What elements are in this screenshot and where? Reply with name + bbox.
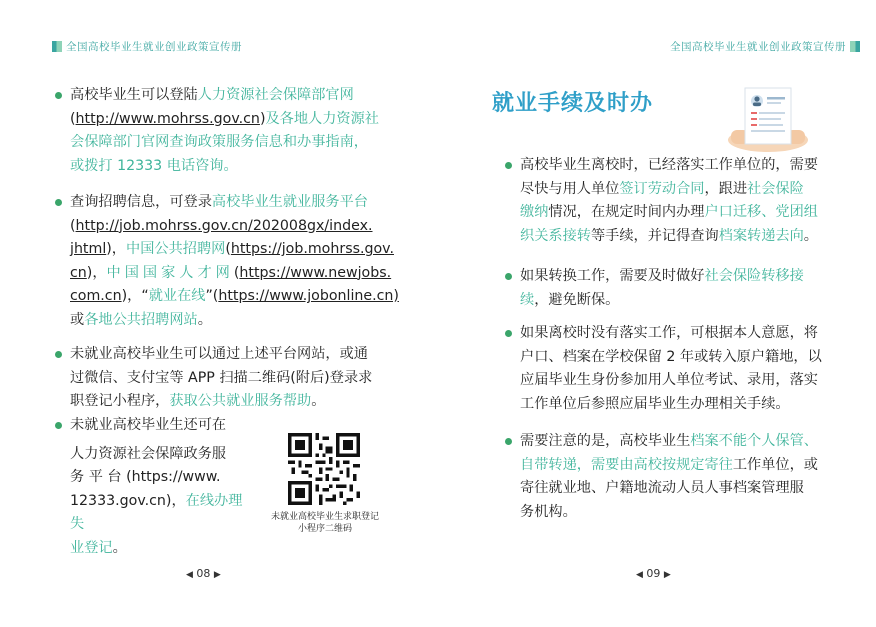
newjobs-link-cont[interactable]: com.cn [70,288,122,304]
green-dot-icon [505,162,512,169]
public-recruit-link-cont[interactable]: cn [70,264,87,281]
bullet-procedures: 高校毕业生离校时，已经落实工作单位的，需要 尽快与用人单位签订劳动合同，跟进社会保险 缴纳情况，在规定时间内办理户口迁移、党团组 织关系接转等手续，并记得查询档案转递去向。 [520,154,845,248]
bullet-recruit: 查询招聘信息，可登录高校毕业生就业服务平台 (http://job.mohrss.gov.cn/202008gx/index. jhtml)，中国公共招聘网(https://job.mohrss.gov. cn)，中国国家人才网(https://www.newjobs. com.cn)，“就业在线”(https://www.jobonline.cn) 或各地公共招聘网站。 [70,191,400,332]
bullet-archive-note: 需要注意的是，高校毕业生档案不能个人保管、 自带转递，需要由高校按规定寄往工作单位，或 寄往就业地、户籍地流动人员人事档案管理服 务机构。 [520,430,845,524]
triangle-left-icon: ◀ [186,570,193,580]
triangle-right-icon: ▶ [663,570,671,580]
triangle-left-icon: ◀ [636,570,643,580]
public-recruit-link[interactable]: https://job.mohrss.gov. [230,241,394,257]
bullet-no-job: 如果离校时没有落实工作，可根据本人意愿，将 户口、档案在学校保留 2 年或转入原户籍地，以 应届毕业生身份参加用人单位考试、录用，落实 工作单位后参照应届毕业生办理相关手续。 [520,322,845,416]
green-dot-icon [55,422,62,429]
green-dot-icon [505,438,512,445]
qr-code-icon[interactable] [288,433,360,505]
section-title: 就业手续及时办 [492,91,654,116]
bullet-register: 未就业高校毕业生可以通过上述平台网站，或通 过微信、支付宝等 APP 扫描二维码(附后)登录求 职登记小程序，获取公共就业服务帮助。 [70,343,390,414]
header-title: 全国高校毕业生就业创业政策宣传册 [670,41,846,53]
green-dot-icon [505,330,512,337]
bullet-unemployment: 未就业高校毕业生还可在 人力资源社会保障政务服 务 平 台 (https://www. 12333.gov.cn)，在线办理失 业登记。 [70,414,250,560]
running-header-left [52,39,242,54]
job-mohrss-link-cont[interactable]: jhtml [70,241,107,257]
green-dot-icon [55,199,62,206]
bullet-consult: 高校毕业生可以登陆人力资源社会保障部官网 (http://www.mohrss.gov.cn)及各地人力资源社 会保障部门官网查询政策服务信息和办事指南， 或拨打 12333 电话咨询。 [70,84,390,178]
resume-document-illustration-icon [723,84,809,154]
green-dot-icon [55,351,62,358]
job-mohrss-link[interactable]: http://job.mohrss.gov.cn/202008gx/index. [75,217,373,234]
page-number-right: ◀ 09 ▶ [636,567,671,580]
page-number-left: ◀ 08 ▶ [186,567,221,580]
qr-caption: 未就业高校毕业生求职登记 小程序二维码 [270,512,379,534]
jobonline-link[interactable]: https://www.jobonline.cn) [218,288,399,304]
bullet-job-change: 如果转换工作，需要及时做好社会保险转移接 续，避免断保。 [520,265,845,312]
running-header-right [670,39,860,54]
green-dot-icon [55,92,62,99]
triangle-right-icon: ▶ [213,570,221,580]
green-dot-icon [505,273,512,280]
header-marker-icon [52,41,62,52]
header-marker-icon [850,41,860,52]
mohrss-link[interactable]: http://www.mohrss.gov.cn [75,110,260,127]
newjobs-link[interactable]: https://www.newjobs. [239,264,392,281]
header-title: 全国高校毕业生就业创业政策宣传册 [66,41,242,53]
